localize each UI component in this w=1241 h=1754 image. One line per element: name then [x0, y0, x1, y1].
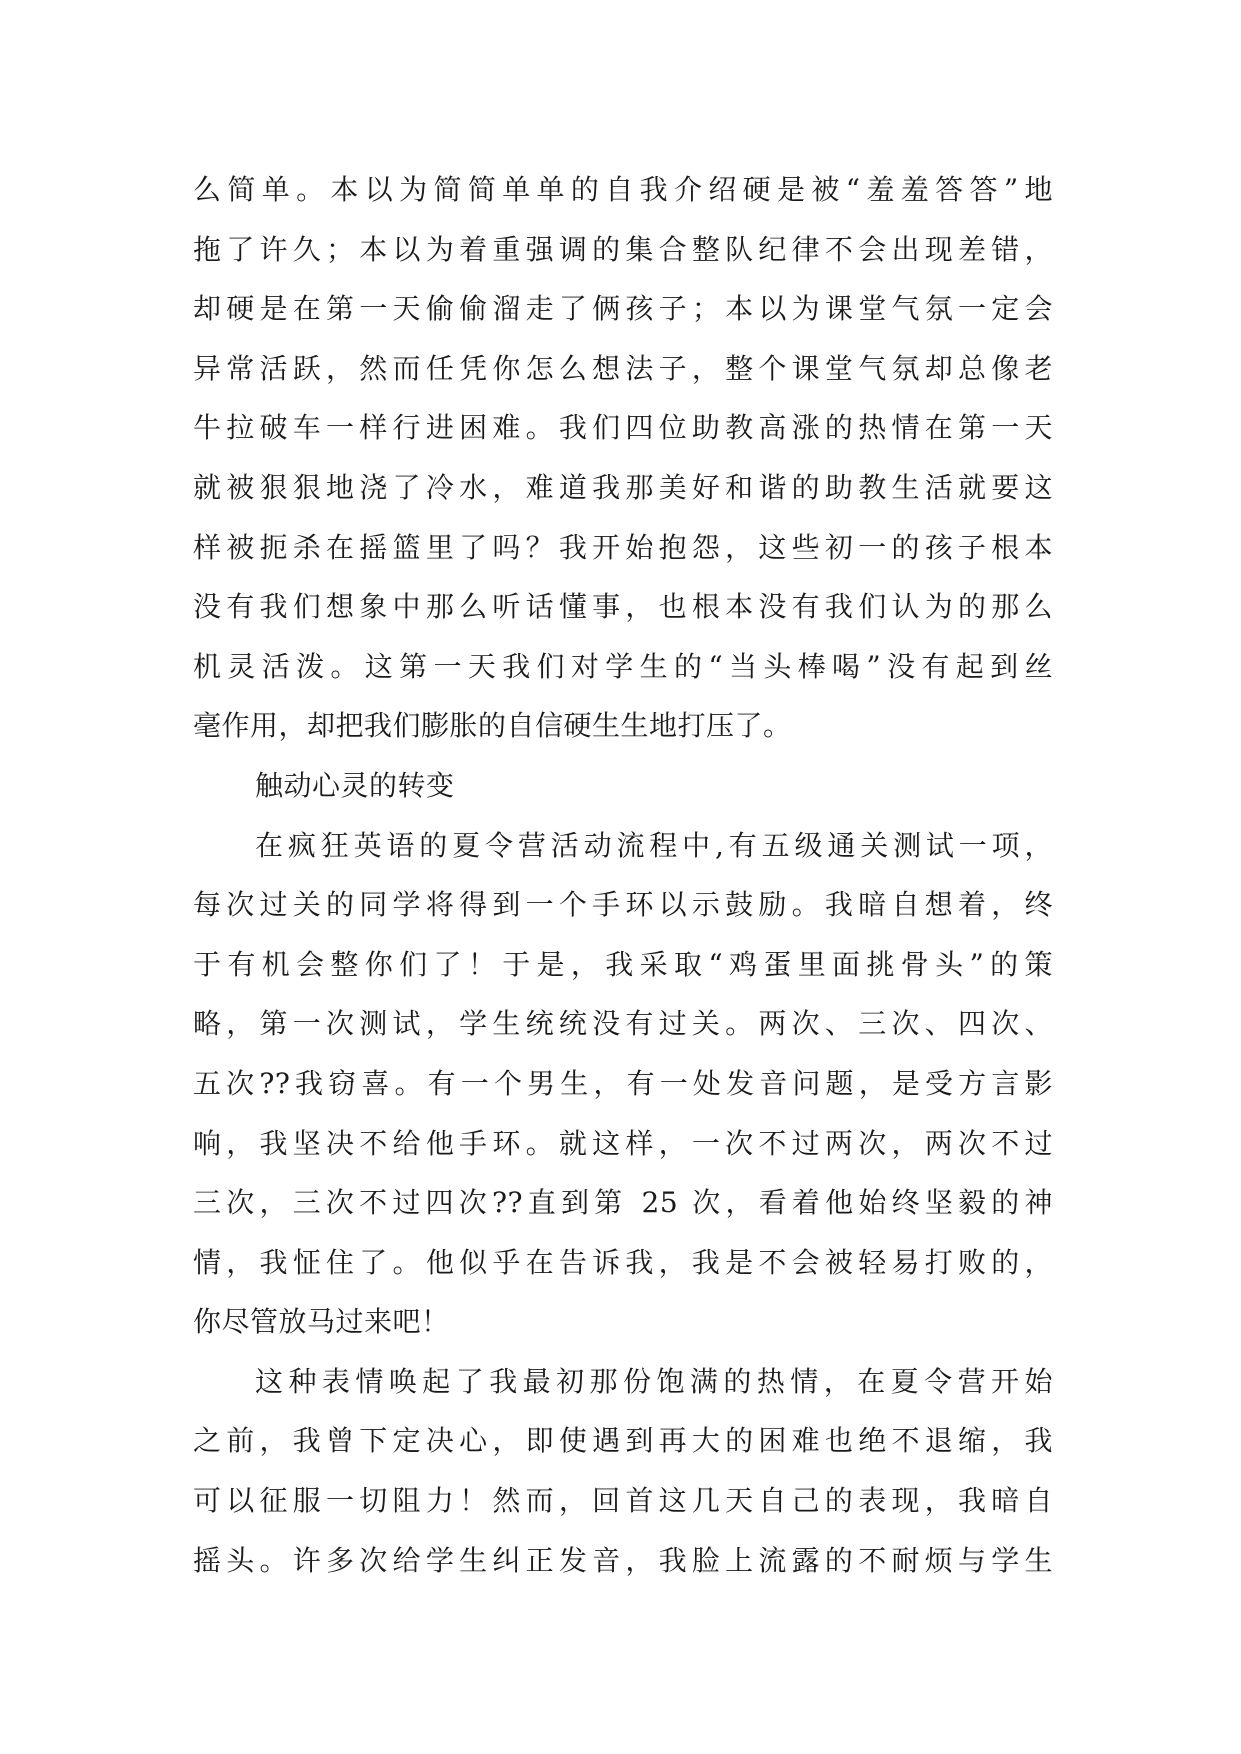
text-line: 样被扼杀在摇篮里了吗？我开始抱怨，这些初一的孩子根本 — [193, 530, 1053, 564]
text-line: 摇头。许多次给学生纠正发音，我脸上流露的不耐烦与学生 — [193, 1543, 1053, 1577]
text-line: 牛拉破车一样行进困难。我们四位助教高涨的热情在第一天 — [193, 411, 1053, 445]
text-line: 于有机会整你们了！于是，我采取“鸡蛋里面挑骨头”的策 — [193, 947, 1053, 981]
text-line: 么简单。本以为简简单单的自我介绍硬是被“羞羞答答”地 — [193, 173, 1053, 206]
text-line: 响，我坚决不给他手环。就这样，一次不过两次，两次不过 — [193, 1126, 1053, 1160]
text-line: 拖了许久；本以为着重强调的集合整队纪律不会出现差错， — [193, 232, 1053, 266]
body-text — [193, 160, 1053, 1590]
text-line: 可以征服一切阻力！然而，回首这几天自己的表现，我暗自 — [193, 1484, 1053, 1518]
text-line: 却硬是在第一天偷偷溜走了俩孩子；本以为课堂气氛一定会 — [193, 292, 1053, 326]
text-line: 机灵活泼。这第一天我们对学生的“当头棒喝”没有起到丝 — [193, 649, 1053, 683]
text-line: 没有我们想象中那么听话懂事，也根本没有我们认为的那么 — [193, 590, 1053, 624]
text-line: 就被狠狠地浇了冷水，难道我那美好和谐的助教生活就要这 — [193, 470, 1053, 504]
text-line: 每次过关的同学将得到一个手环以示鼓励。我暗自想着，终 — [193, 888, 1053, 922]
text-line: 略，第一次测试，学生统统没有过关。两次、三次、四次、 — [193, 1007, 1053, 1041]
text-line: 之前，我曾下定决心，即使遇到再大的困难也绝不退缩，我 — [193, 1424, 1053, 1458]
text-line: 情，我怔住了。他似乎在告诉我，我是不会被轻易打败的， — [193, 1245, 1053, 1279]
text-line: 毫作用，却把我们膨胀的自信硬生生地打压了。 — [193, 709, 792, 743]
text-line: 异常活跃，然而任凭你怎么想法子，整个课堂气氛却总像老 — [193, 351, 1053, 385]
text-line: 五次??我窃喜。有一个男生，有一处发音问题，是受方言影 — [193, 1066, 1053, 1100]
text-line: 在疯狂英语的夏令营活动流程中,有五级通关测试一项， — [255, 828, 1053, 862]
text-line: 你尽管放马过来吧！ — [193, 1305, 450, 1339]
text-line: 三次，三次不过四次??直到第 25 次，看着他始终坚毅的神 — [193, 1186, 1053, 1220]
text-line: 这种表情唤起了我最初那份饱满的热情，在夏令营开始 — [255, 1364, 1053, 1398]
section-heading: 触动心灵的转变 — [255, 768, 455, 802]
